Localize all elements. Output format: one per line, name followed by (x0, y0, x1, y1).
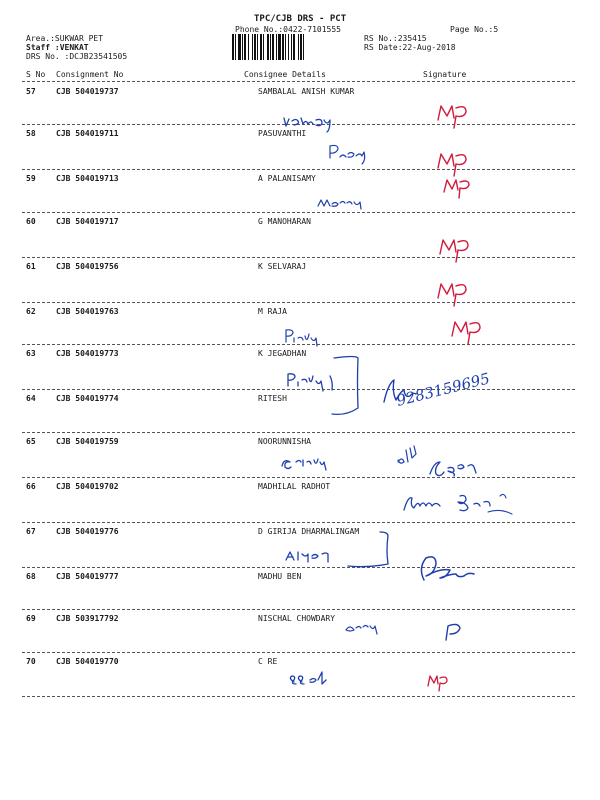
row-consignment: CJB 503917792 (56, 614, 119, 623)
row-consignment: CJB 504019711 (56, 129, 119, 138)
row-consignee: M RAJA (258, 307, 287, 316)
row-consignee: MADHU BEN (258, 572, 302, 581)
row-consignee: RITESH (258, 394, 287, 403)
signature-65b (398, 446, 416, 463)
row-consignee: SAMBALAL ANISH KUMAR (258, 87, 355, 96)
row-sno: 63 (26, 349, 36, 358)
row-consignment: CJB 504019713 (56, 174, 119, 183)
row-consignment: CJB 504019777 (56, 572, 119, 581)
row-consignment: CJB 504019770 (56, 657, 119, 666)
row-sno: 67 (26, 527, 36, 536)
row-sno: 60 (26, 217, 36, 226)
signature-62 (286, 330, 317, 346)
row-consignee: NISCHAL CHOWDARY (258, 614, 336, 623)
initials-62 (452, 322, 480, 344)
row-sno: 57 (26, 87, 36, 96)
row-sno: 66 (26, 482, 36, 491)
col-consignee: Consignee Details (244, 70, 326, 79)
col-signature: Signature (423, 70, 467, 79)
row-consignment: CJB 504019774 (56, 394, 119, 403)
signature-58 (330, 145, 365, 164)
row-sno: 62 (26, 307, 36, 316)
staff-label: Staff :VENKAT (26, 43, 89, 52)
row-consignment: CJB 504019756 (56, 262, 119, 271)
signature-66 (404, 496, 490, 511)
row-consignee: PASUVANTHI (258, 129, 307, 138)
signature-59 (318, 200, 361, 209)
signature-65 (282, 459, 326, 470)
row-consignment: CJB 504019702 (56, 482, 119, 491)
rs-date: RS Date:22-Aug-2018 (364, 43, 456, 52)
col-sno: S No (26, 70, 46, 79)
rs-number: RS No.:235415 (364, 34, 427, 43)
row-consignment: CJB 504019776 (56, 527, 119, 536)
row-consignment: CJB 504019759 (56, 437, 119, 446)
row-consignee: K JEGADHAN (258, 349, 307, 358)
row-sno: 65 (26, 437, 36, 446)
initials-70 (428, 676, 447, 691)
row-consignee: G MANOHARAN (258, 217, 311, 226)
row-sno: 58 (26, 129, 36, 138)
initials-61 (438, 284, 466, 306)
row-consignee: K SELVARAJ (258, 262, 307, 271)
bracket-63-64 (332, 357, 358, 415)
signature-63 (288, 374, 332, 391)
row-sno: 68 (26, 572, 36, 581)
row-sno: 64 (26, 394, 36, 403)
initials-69 (446, 624, 460, 640)
bracket-67-68 (348, 532, 388, 567)
row-consignment: CJB 504019737 (56, 87, 119, 96)
row-consignment: CJB 504019763 (56, 307, 119, 316)
signature-65c (430, 462, 476, 476)
phone-number: Phone No.:0422-7101555 (235, 25, 341, 34)
signature-70 (290, 672, 326, 684)
initials-57 (438, 106, 466, 128)
page-number: Page No.:5 (450, 25, 499, 34)
row-consignee: A PALANISAMY (258, 174, 316, 183)
row-consignee: C RE (258, 657, 278, 666)
row-sno: 61 (26, 262, 36, 271)
row-consignee: MADHILAL RADHOT (258, 482, 331, 491)
row-sno: 59 (26, 174, 36, 183)
signature-68 (421, 557, 474, 580)
initials-60 (440, 240, 468, 262)
area-label: Area.:SUKWAR PET (26, 34, 104, 43)
row-consignment: CJB 504019773 (56, 349, 119, 358)
handwritten-phone: 9283159695 (394, 369, 492, 410)
row-sno: 69 (26, 614, 36, 623)
row-consignment: CJB 504019717 (56, 217, 119, 226)
initials-58 (438, 154, 466, 176)
drs-number: DRS No. :DCJB23541505 (26, 52, 128, 61)
col-consignment: Consignment No (56, 70, 124, 79)
row-consignee: NOORUNNISHA (258, 437, 311, 446)
initials-59 (444, 180, 469, 198)
row-sno: 70 (26, 657, 36, 666)
row-consignee: D GIRIJA DHARMALINGAM (258, 527, 360, 536)
signature-67 (286, 552, 328, 562)
signature-57 (284, 118, 330, 132)
signature-69 (346, 626, 377, 635)
page-title: TPC/CJB DRS - PCT (254, 14, 347, 24)
signature-66-tail (488, 494, 512, 514)
